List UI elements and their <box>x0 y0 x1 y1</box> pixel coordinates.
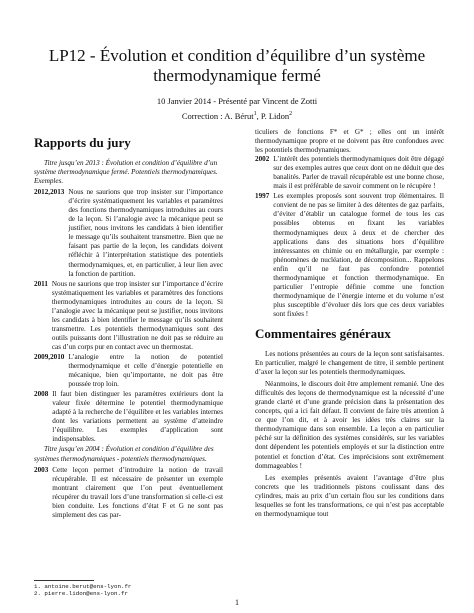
left-column <box>34 128 223 521</box>
entry-text: Il faut bien distinguer les paramètres extérieurs dont la valeur fixée détermine le potentiel thermodynamique adapté à la recherche de l’équilibre et les variables internes dont les variations permettent au système d’atteindre l’équilibre. Les exemples d’application sont indispensables. <box>52 390 223 444</box>
section-heading-jury: Rapports du jury <box>34 135 131 150</box>
jury-entry <box>34 466 223 520</box>
comment-paragraph: Les notions présentées au cours de la leçon sont satisfaisantes. En particulier, malgré le changement de titre, il semble pertinent d’axer la leçon sur les potentiels thermodynamiques. <box>255 349 444 377</box>
entry-year: 2011 <box>34 279 48 288</box>
footnote-rule <box>34 580 94 581</box>
page-title: LP12 - Évolution et condition d’équilibre d’un système thermodynamique fermé <box>48 46 426 85</box>
subhead-2013: Titre jusqu’en 2013 : Évolution et condition d’équilibre d’un système thermodynamique fermé. Potentiels thermodynamiques. Exemples. <box>34 159 218 186</box>
jury-entry <box>34 390 223 444</box>
right-column <box>255 128 444 522</box>
jury-entry <box>255 155 444 191</box>
correction-line <box>40 111 434 121</box>
correction-separator: , P. Lidon <box>256 111 290 121</box>
entry-text: L’intérêt des potentiels thermodynamiques doit être dégagé sur des exemples autres que ceux dont on ne déduit que des banalités. Parler de travail récupérable est une bonne chose, mais il est préférable de savoir comment on le récupère ! <box>273 155 444 191</box>
entry-text: Cette leçon permet d’introduire la notion de travail récupérable. Il est nécessaire de présenter un exemple montrant clairement que l’on peut éventuellement récupérer du travail lors d’une transformation si celle-ci est bien conduite. Les fonctions d’état F et G ne sont pas simplement des cas par- <box>52 465 223 519</box>
date-line: 10 Janvier 2014 - Présenté par Vincent de Zotti <box>156 96 318 106</box>
footnote-2: 2. pierre.lidon@ens-lyon.fr <box>34 590 128 597</box>
section-heading-comments: Commentaires généraux <box>255 325 391 341</box>
entry-year: 1997 <box>255 192 270 201</box>
entry-text: Nous ne saurions que trop insister sur l’importance d’écrire systématiquement les variables et paramètres des fonctions thermodynamiques introduites au cours de la leçon. Si l’analogie avec la mécanique peut se justifier, nous invitons les candidats à bien identifier le message qu’ils souhaitent transmettre. Les potentiels thermodynamiques sont des outils puissants dont l’illustration ne doit pas se réduire au cas d’un corps pur en contact avec un thermostat. <box>51 279 223 351</box>
entry-continuation: ticuliers de fonctions F* et G* ; elles ont un intérêt thermodynamique propre et ne doivent pas être confondues avec les potentiels thermodynamiques. <box>255 128 444 155</box>
jury-entry <box>255 192 444 319</box>
comment-paragraph: Les exemples présentés avaient l’avantage d’être plus concrets que les traditionnels pistons coulissant dans des cylindres, mais au prix d’un certain flou sur les conditions dans lesquelles se font les transformations, ce qui n’est pas acceptable en thermodynamique tout <box>255 473 444 518</box>
entry-text: Nous ne saurions que trop insister sur l’importance d’écrire systématiquement les variables et paramètres des fonctions thermodynamiques introduites au cours de la leçon. Si l’analogie avec la mécanique peut se justifier, nous invitons les candidats à bien identifier le message qu’ils souhaitent transmettre. Bien que ne faisant pas partie de la leçon, les candidats doivent réfléchir à l’interprétation statistique des potentiels thermodynamiques, et, en particulier, à leur lien avec la fonction de partition. <box>68 188 223 278</box>
footnote-ref-2: 2 <box>289 111 293 118</box>
entry-year: 2009,2010 <box>34 352 65 361</box>
jury-entry <box>34 280 223 352</box>
entry-text: Les exemples proposés sont souvent trop élémentaires. Il convient de ne pas se limiter à des détentes de gaz parfaits, d’éviter d’établir un catalogue formel de tous les cas possibles obtenus en fixant les variables thermodynamiques deux à deux et de chercher des applications dans des situations hors d’équilibre intéressantes en chimie ou en métallurgie, par exemple : phénomènes de nucléation, de décomposition... Rappelons enfin qu’il ne faut pas confondre potentiel thermodynamique et fonction thermodynamique. En particulier l’entropie définie comme une fonction thermodynamique de l’énergie interne et du volume n’est plus susceptible d’évoluer dès lors que ces deux variables sont fixées ! <box>273 192 444 318</box>
comment-paragraph: Néanmoins, le discours doit être amplement remanié. Une des difficultés des leçons de thermodynamique est la nécessité d’une grande clarté et d’une grande précision dans la présentation des concepts, qui a ici fait défaut. Il convient de faire très attention à ce que l’on dit, et à avoir les idées très claires sur la thermodynamique dans son ensemble. La leçon a en particulier péché sur la définition des systèmes considérés, sur les variables dont dépendent les potentiels employés et sur la distinction entre potentiel et fonction d’état. Ces imprécisions sont extrêmement dommageables ! <box>255 380 444 470</box>
entry-year: 2008 <box>34 390 49 399</box>
footnote-ref-1: 1 <box>253 111 257 118</box>
entry-year: 2003 <box>34 465 49 474</box>
footnote-1: 1. antoine.berut@ens-lyon.fr <box>34 583 132 590</box>
jury-entry <box>34 353 223 389</box>
footnotes <box>34 583 224 597</box>
correction-prefix: Correction : A. Bérut <box>181 111 254 121</box>
entry-text: L’analogie entre la notion de potentiel thermodynamique et celle d’énergie potentielle en mécanique, bien qu’importante, ne doit pas être poussée trop loin. <box>68 352 223 389</box>
page-number: 1 <box>235 598 239 607</box>
subhead-2004: Titre jusqu’en 2004 : Évolution et condition d’équilibre des systèmes thermodynamiques - potentiels thermodynamiques. <box>34 445 214 463</box>
jury-entry <box>34 188 223 278</box>
entry-year: 2012,2013 <box>34 188 65 197</box>
entry-year: 2002 <box>255 155 270 164</box>
